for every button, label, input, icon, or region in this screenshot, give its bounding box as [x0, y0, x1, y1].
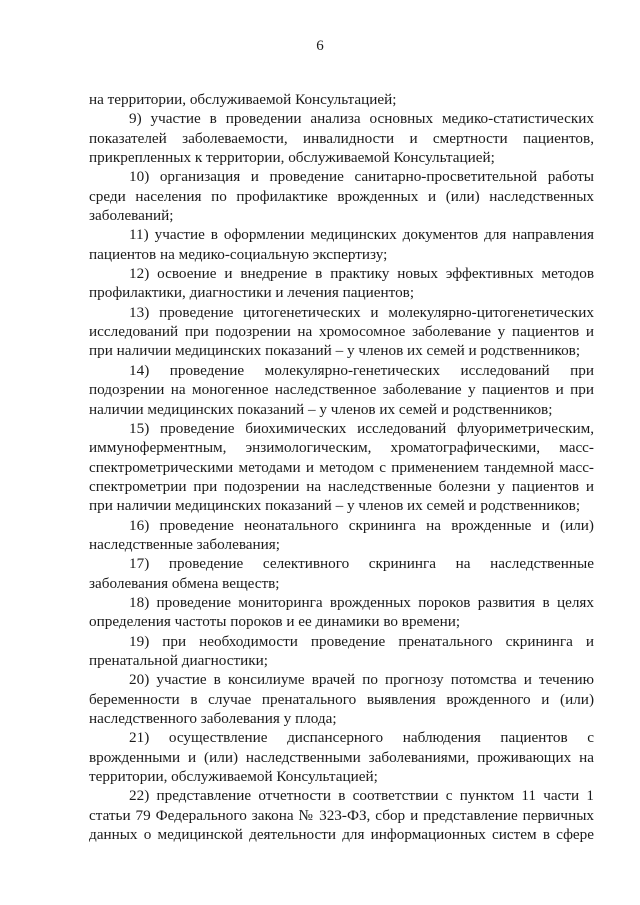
paragraph-item-10: 10) организация и проведение санитарно-просветительной работы среди населения по профилактике врожденных и (или) наследственных заболеваний; [89, 168, 594, 225]
paragraph-continuation: на территории, обслуживаемой Консультацией; [89, 91, 397, 108]
paragraph-item-21: 21) осуществление диспансерного наблюдения пациентов с врожденными и (или) наследственными заболеваниями, проживающих на территории, обслуживаемой Консультацией; [89, 729, 594, 786]
paragraph-item-12: 12) освоение и внедрение в практику новых эффективных методов профилактики, диагностики и лечения пациентов; [89, 265, 594, 302]
paragraph-item-16: 16) проведение неонатального скрининга на врожденные и (или) наследственные заболевания; [89, 516, 594, 553]
document-body [89, 90, 594, 844]
paragraph-item-20: 20) участие в консилиуме врачей по прогнозу потомства и течению беременности в случае пренатального выявления врожденного и (или) наследственного заболевания у плода; [89, 671, 594, 727]
paragraph-item-18: 18) проведение мониторинга врожденных пороков развития в целях определения частоты пороков и ее динамики во времени; [89, 593, 594, 631]
paragraph-item-19: 19) при необходимости проведение пренатального скрининга и пренатальной диагностики; [89, 632, 594, 669]
paragraph-item-9: 9) участие в проведении анализа основных медико-статистических показателей заболеваемости, инвалидности и смертности пациентов, прикрепленных к территории, обслуживаемой Консультацией; [89, 110, 594, 167]
paragraph-item-17: 17) проведение селективного скрининга на наследственные заболевания обмена веществ; [89, 555, 594, 592]
page-number: 6 [316, 38, 324, 54]
paragraph-item-22: 22) представление отчетности в соответствии с пунктом 11 части 1 статьи 79 Федерального закона № 323-ФЗ, сбор и представление первичных данных о медицинской деятельности для информационных систем в сфере [89, 787, 594, 844]
paragraph-item-13: 13) проведение цитогенетических и молекулярно-цитогенетических исследований при подозрении на хромосомное заболевание у пациентов и при наличии медицинских показаний – у членов их семей и родственников; [89, 303, 594, 360]
paragraph-item-14: 14) проведение молекулярно-генетических исследований при подозрении на моногенное наследственное заболевание у пациентов и при наличии медицинских показаний – у членов их семей и родственников; [89, 361, 594, 418]
paragraph-item-15: 15) проведение биохимических исследований флуориметрическим, иммуноферментным, энзимологическим, хроматографическими, масс-спектрометрическими методами и методом с применением тандемной масс-спектрометрии при подозрении на наследственные болезни у пациентов и при наличии медицинских показаний – у членов их семей и родственников; [89, 419, 594, 515]
paragraph-item-11: 11) участие в оформлении медицинских документов для направления пациентов на медико-социальную экспертизу; [89, 226, 594, 263]
